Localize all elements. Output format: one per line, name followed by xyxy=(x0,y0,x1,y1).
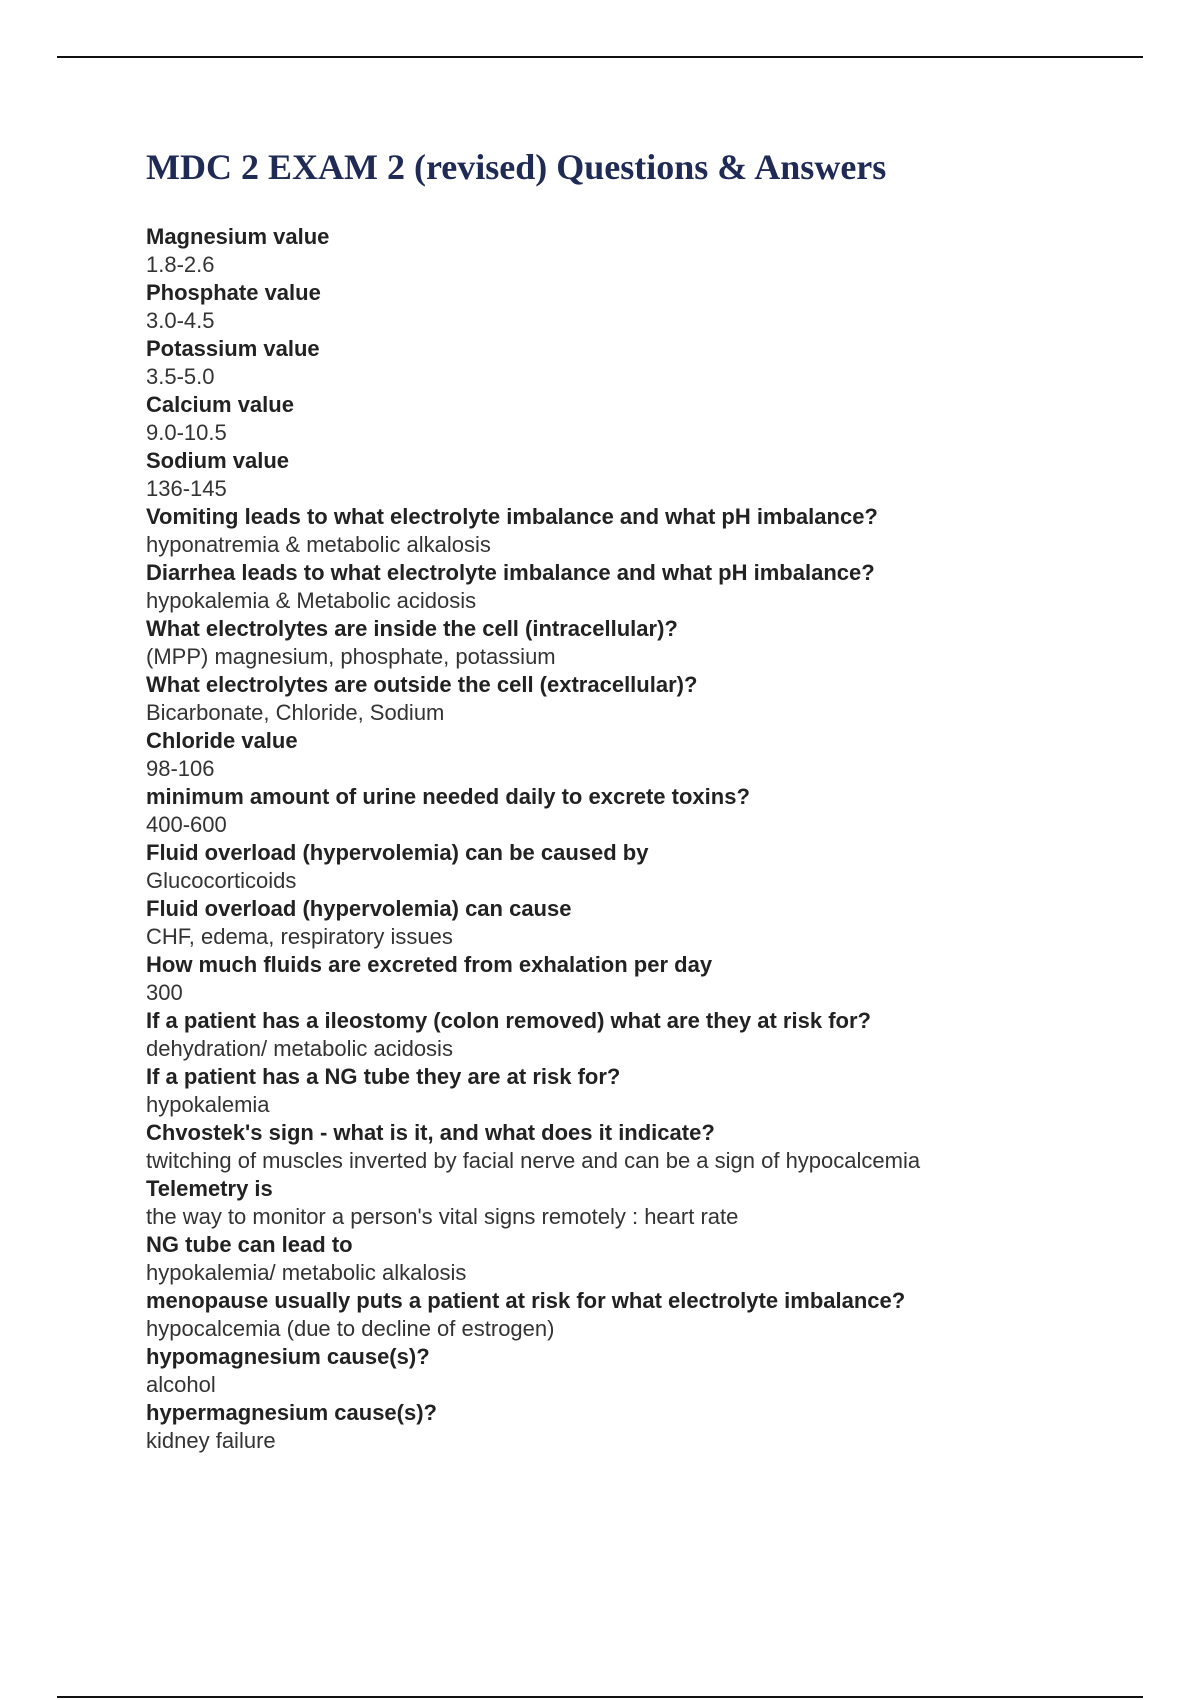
qa-item xyxy=(146,279,1136,335)
qa-item xyxy=(146,447,1136,503)
qa-item xyxy=(146,727,1136,783)
qa-item xyxy=(146,1231,1136,1287)
answer-text: Bicarbonate, Chloride, Sodium xyxy=(146,700,445,725)
question-text: If a patient has a NG tube they are at risk for? xyxy=(146,1064,621,1089)
document-title: MDC 2 EXAM 2 (revised) Questions & Answers xyxy=(146,147,887,187)
qa-item xyxy=(146,335,1136,391)
answer-text: 400-600 xyxy=(146,812,227,837)
qa-item xyxy=(146,1399,1136,1455)
footer-rule xyxy=(57,1696,1143,1698)
qa-item xyxy=(146,503,1136,559)
question-text: hypermagnesium cause(s)? xyxy=(146,1400,437,1425)
question-text: Calcium value xyxy=(146,392,294,417)
answer-text: CHF, edema, respiratory issues xyxy=(146,924,453,949)
qa-item xyxy=(146,1007,1136,1063)
question-text: How much fluids are excreted from exhalation per day xyxy=(146,952,713,977)
qa-item xyxy=(146,559,1136,615)
question-text: What electrolytes are outside the cell (extracellular)? xyxy=(146,672,698,697)
document-body xyxy=(146,143,1136,1455)
answer-text: hyponatremia & metabolic alkalosis xyxy=(146,532,491,557)
question-text: Chloride value xyxy=(146,728,298,753)
header-rule xyxy=(57,56,1143,58)
answer-text: hypokalemia & Metabolic acidosis xyxy=(146,588,477,613)
answer-text: 136-145 xyxy=(146,476,227,501)
qa-item xyxy=(146,895,1136,951)
qa-item xyxy=(146,1287,1136,1343)
question-text: Chvostek's sign - what is it, and what does it indicate? xyxy=(146,1120,715,1145)
answer-text: hypokalemia xyxy=(146,1092,270,1117)
qa-item xyxy=(146,783,1136,839)
qa-list xyxy=(146,223,1136,1455)
answer-text: (MPP) magnesium, phosphate, potassium xyxy=(146,644,556,669)
qa-item xyxy=(146,391,1136,447)
question-text: Diarrhea leads to what electrolyte imbalance and what pH imbalance? xyxy=(146,560,875,585)
qa-item xyxy=(146,1063,1136,1119)
question-text: Fluid overload (hypervolemia) can be caused by xyxy=(146,840,649,865)
qa-item xyxy=(146,223,1136,279)
qa-item xyxy=(146,951,1136,1007)
answer-text: 1.8-2.6 xyxy=(146,252,215,277)
answer-text: dehydration/ metabolic acidosis xyxy=(146,1036,453,1061)
question-text: Telemetry is xyxy=(146,1176,273,1201)
question-text: minimum amount of urine needed daily to excrete toxins? xyxy=(146,784,750,809)
answer-text: 3.5-5.0 xyxy=(146,364,215,389)
qa-item xyxy=(146,671,1136,727)
answer-text: 98-106 xyxy=(146,756,215,781)
answer-text: the way to monitor a person's vital signs remotely : heart rate xyxy=(146,1204,739,1229)
qa-item xyxy=(146,1175,1136,1231)
qa-item xyxy=(146,1343,1136,1399)
answer-text: Glucocorticoids xyxy=(146,868,297,893)
answer-text: alcohol xyxy=(146,1372,216,1397)
answer-text: hypokalemia/ metabolic alkalosis xyxy=(146,1260,467,1285)
question-text: menopause usually puts a patient at risk for what electrolyte imbalance? xyxy=(146,1288,906,1313)
question-text: If a patient has a ileostomy (colon removed) what are they at risk for? xyxy=(146,1008,871,1033)
answer-text: 300 xyxy=(146,980,183,1005)
question-text: hypomagnesium cause(s)? xyxy=(146,1344,430,1369)
question-text: Vomiting leads to what electrolyte imbalance and what pH imbalance? xyxy=(146,504,878,529)
qa-item xyxy=(146,615,1136,671)
answer-text: 3.0-4.5 xyxy=(146,308,215,333)
answer-text: kidney failure xyxy=(146,1428,276,1453)
question-text: What electrolytes are inside the cell (intracellular)? xyxy=(146,616,678,641)
question-text: NG tube can lead to xyxy=(146,1232,353,1257)
question-text: Potassium value xyxy=(146,336,320,361)
answer-text: hypocalcemia (due to decline of estrogen) xyxy=(146,1316,555,1341)
question-text: Sodium value xyxy=(146,448,290,473)
qa-item xyxy=(146,839,1136,895)
qa-item xyxy=(146,1119,1136,1175)
answer-text: twitching of muscles inverted by facial nerve and can be a sign of hypocalcemia xyxy=(146,1148,921,1173)
question-text: Fluid overload (hypervolemia) can cause xyxy=(146,896,572,921)
answer-text: 9.0-10.5 xyxy=(146,420,227,445)
question-text: Phosphate value xyxy=(146,280,321,305)
question-text: Magnesium value xyxy=(146,224,330,249)
